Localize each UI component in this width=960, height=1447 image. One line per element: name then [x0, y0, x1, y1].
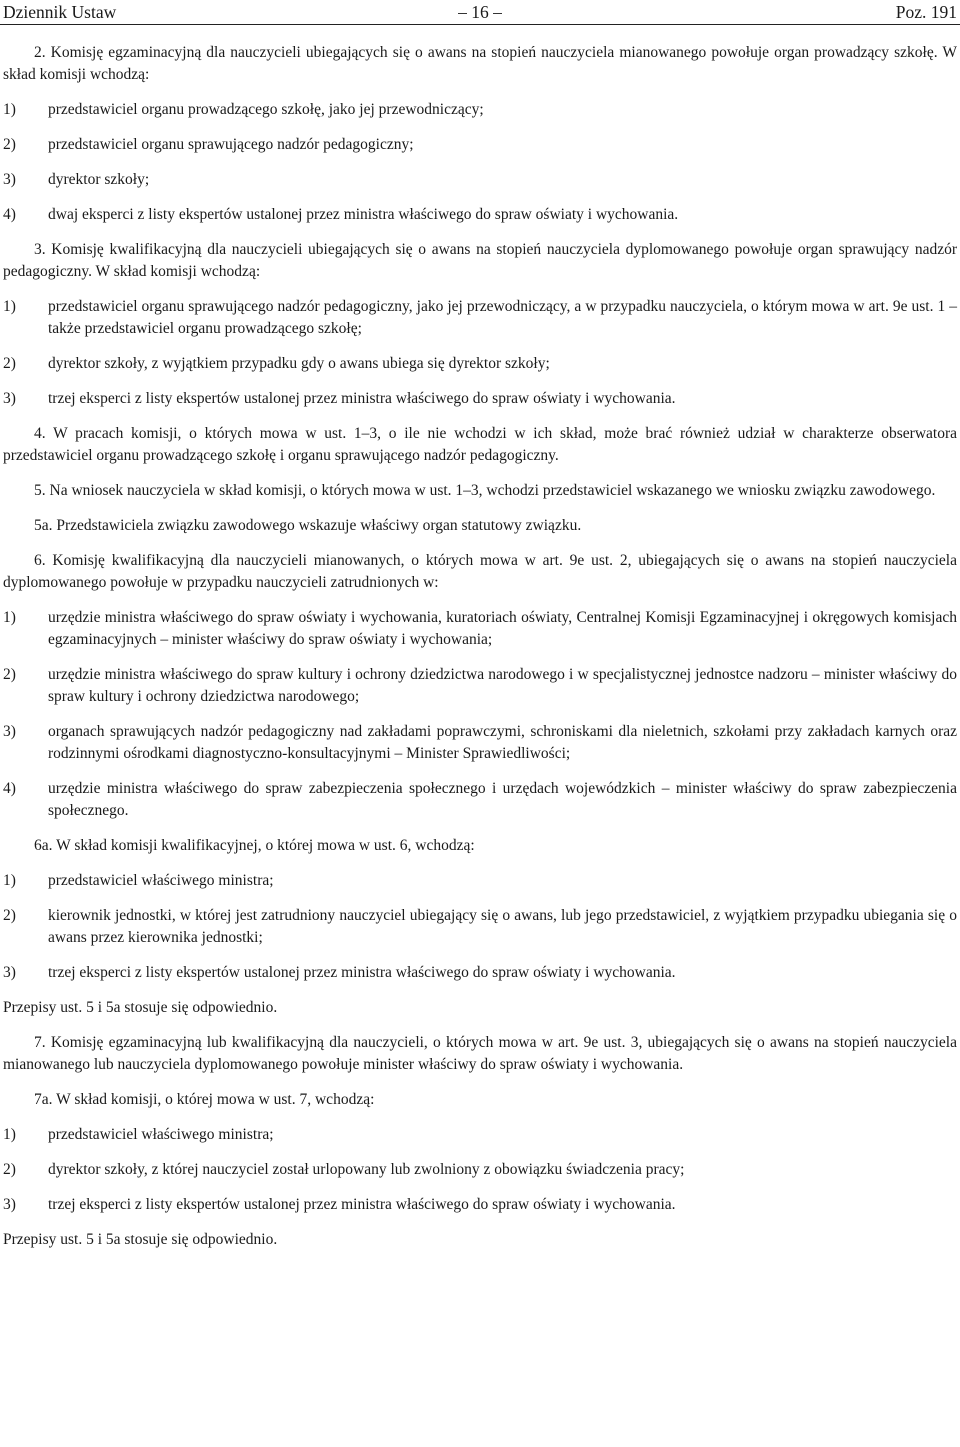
list-item-text: dwaj eksperci z listy ekspertów ustalonej przez ministra właściwego do spraw oświaty i wychowania.	[48, 206, 679, 223]
list-item-text: przedstawiciel organu sprawującego nadzór pedagogiczny, jako jej przewodniczący, a w przypadku nauczyciela, o którym mowa w art. 9e ust. 1 – także przedstawiciel organu prowadzącego szkołę;	[48, 298, 957, 337]
journal-title: Dziennik Ustaw	[3, 2, 117, 22]
list-item-number: 2)	[3, 666, 16, 683]
list-item-number: 3)	[3, 723, 16, 740]
list-item-number: 3)	[3, 964, 16, 981]
section-note: Przepisy ust. 5 i 5a stosuje się odpowiednio.	[3, 999, 278, 1016]
section-paragraph: 3. Komisję kwalifikacyjną dla nauczycieli ubiegających się o awans na stopień nauczyciela dyplomowanego powołuje organ sprawujący nadzór pedagogiczny. W skład komisji wchodzą:	[3, 241, 957, 280]
list-item-number: 1)	[3, 298, 16, 315]
page-header	[0, 0, 960, 25]
list-item	[3, 778, 957, 822]
list-item-text: organach sprawujących nadzór pedagogiczny nad zakładami poprawczymi, schroniskami dla nieletnich, szkołami przy zakładach karnych oraz rodzinnymi ośrodkami diagnostyczno-konsultacyjnymi – Minister Sprawiedliwości;	[48, 723, 957, 762]
list-item	[3, 99, 957, 121]
list-item-text: trzej eksperci z listy ekspertów ustalonej przez ministra właściwego do spraw oświaty i wychowania.	[48, 964, 676, 981]
section-paragraph: 4. W pracach komisji, o których mowa w ust. 1–3, o ile nie wchodzi w ich skład, może brać również udział w charakterze obserwatora przedstawiciel organu prowadzącego szkołę i organu sprawującego nadzór pedagogiczny.	[3, 425, 957, 464]
list-item	[3, 388, 957, 410]
list-item-text: trzej eksperci z listy ekspertów ustalonej przez ministra właściwego do spraw oświaty i wychowania.	[48, 1196, 676, 1213]
list-item-number: 1)	[3, 1126, 16, 1143]
list-item-number: 3)	[3, 171, 16, 188]
list-item-number: 1)	[3, 872, 16, 889]
list-item-number: 2)	[3, 136, 16, 153]
list-item-text: dyrektor szkoły, z wyjątkiem przypadku gdy o awans ubiega się dyrektor szkoły;	[48, 355, 550, 372]
section-paragraph: 5a. Przedstawiciela związku zawodowego wskazuje właściwy organ statutowy związku.	[34, 517, 582, 534]
list-item	[3, 169, 957, 191]
list-item-number: 3)	[3, 390, 16, 407]
list-item	[3, 870, 957, 892]
list-item	[3, 1124, 957, 1146]
list-item-text: urzędzie ministra właściwego do spraw zabezpieczenia społecznego i urzędach wojewódzkich – minister właściwy do spraw zabezpieczenia społecznego.	[48, 780, 957, 819]
position-number: Poz. 191	[895, 2, 957, 22]
list-item-text: trzej eksperci z listy ekspertów ustalonej przez ministra właściwego do spraw oświaty i wychowania.	[48, 390, 676, 407]
list-item	[3, 353, 957, 375]
list-item-number: 4)	[3, 780, 16, 797]
list-item-text: przedstawiciel właściwego ministra;	[48, 1126, 274, 1143]
page-number: – 16 –	[458, 2, 502, 22]
list-item-number: 4)	[3, 206, 16, 223]
list-item	[3, 905, 957, 949]
list-item-text: kierownik jednostki, w której jest zatrudniony nauczyciel ubiegający się o awans, lub jego przedstawiciel, z wyjątkiem przypadku ubiegania się o awans przez kierownika jednostki;	[48, 907, 957, 946]
list-item	[3, 1194, 957, 1216]
section-paragraph: 2. Komisję egzaminacyjną dla nauczycieli ubiegających się o awans na stopień nauczyciela mianowanego powołuje organ prowadzący szkołę. W skład komisji wchodzą:	[3, 44, 957, 83]
section-paragraph: 7a. W skład komisji, o której mowa w ust. 7, wchodzą:	[34, 1091, 375, 1108]
list-item-text: przedstawiciel organu sprawującego nadzór pedagogiczny;	[48, 136, 414, 153]
list-item-number: 1)	[3, 609, 16, 626]
list-item	[3, 721, 957, 765]
list-item-text: urzędzie ministra właściwego do spraw oświaty i wychowania, kuratoriach oświaty, Centralnej Komisji Egzaminacyjnej i okręgowych komisjach egzaminacyjnych – minister właściwy do spraw oświaty i wychowania;	[48, 609, 957, 648]
section-note: Przepisy ust. 5 i 5a stosuje się odpowiednio.	[3, 1231, 278, 1248]
list-item-number: 2)	[3, 355, 16, 372]
list-item	[3, 296, 957, 340]
list-item-text: dyrektor szkoły, z której nauczyciel został urlopowany lub zwolniony z obowiązku świadczenia pracy;	[48, 1161, 685, 1178]
list-item	[3, 962, 957, 984]
list-item	[3, 134, 957, 156]
list-item-text: przedstawiciel organu prowadzącego szkołę, jako jej przewodniczący;	[48, 101, 484, 118]
list-item-text: dyrektor szkoły;	[48, 171, 150, 188]
section-paragraph: 6a. W skład komisji kwalifikacyjnej, o której mowa w ust. 6, wchodzą:	[34, 837, 475, 854]
list-item-number: 1)	[3, 101, 16, 118]
section-paragraph: 6. Komisję kwalifikacyjną dla nauczycieli mianowanych, o których mowa w art. 9e ust. 2, ubiegających się o awans na stopień nauczyciela dyplomowanego powołuje w przypadku nauczycieli zatrudnionych w:	[3, 552, 957, 591]
section-paragraph: 7. Komisję egzaminacyjną lub kwalifikacyjną dla nauczycieli, o których mowa w art. 9e ust. 3, ubiegających się o awans na stopień nauczyciela mianowanego lub nauczyciela dyplomowanego powołuje minister właściwy do spraw oświaty i wychowania.	[3, 1034, 957, 1073]
list-item	[3, 607, 957, 651]
list-item-number: 3)	[3, 1196, 16, 1213]
list-item	[3, 664, 957, 708]
list-item-text: urzędzie ministra właściwego do spraw kultury i ochrony dziedzictwa narodowego i w specjalistycznej jednostce nadzoru – minister właściwy do spraw kultury i ochrony dziedzictwa narodowego;	[48, 666, 957, 705]
list-item	[3, 1159, 957, 1181]
list-item	[3, 204, 957, 226]
list-item-text: przedstawiciel właściwego ministra;	[48, 872, 274, 889]
list-item-number: 2)	[3, 907, 16, 924]
document-body	[3, 42, 957, 1264]
section-paragraph: 5. Na wniosek nauczyciela w skład komisji, o których mowa w ust. 1–3, wchodzi przedstawiciel wskazanego we wniosku związku zawodowego.	[34, 482, 936, 499]
list-item-number: 2)	[3, 1161, 16, 1178]
